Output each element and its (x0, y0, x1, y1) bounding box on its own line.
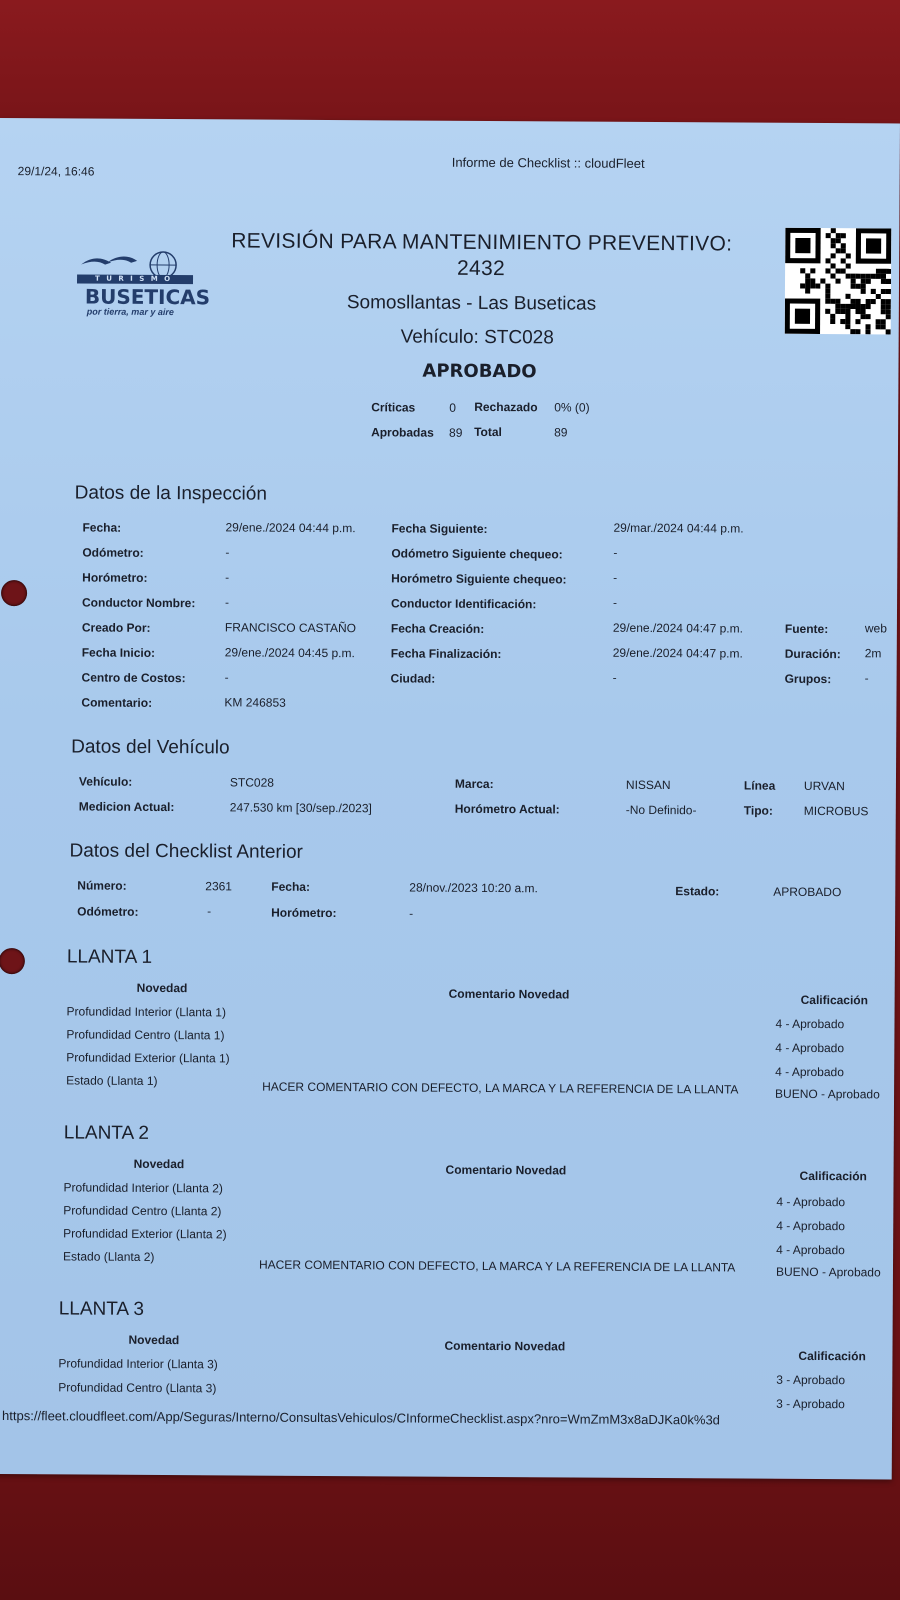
label-tipo: Tipo: (743, 803, 773, 818)
label-duracion: Duración: (784, 646, 841, 662)
llanta-1-row-4-comentario: HACER COMENTARIO CON DEFECTO, LA MARCA Y LA REFERENCIA DE LA LLANTA (262, 1079, 739, 1097)
value-fuente: web (864, 621, 887, 636)
label-horometro-siguiente: Horómetro Siguiente chequeo: (391, 571, 567, 587)
label-horometro: Horómetro: (82, 570, 148, 585)
label-numero: Número: (77, 878, 127, 893)
llanta-2-row-3-calificacion: 4 - Aprobado (776, 1242, 845, 1258)
llanta-1-row-4-calificacion: BUENO - Aprobado (775, 1086, 880, 1102)
value-fecha-anterior: 28/nov./2023 10:20 a.m. (409, 880, 538, 896)
value-estado: APROBADO (773, 884, 842, 900)
label-horometro-anterior: Horómetro: (271, 905, 337, 921)
logo-tagline: por tierra, mar y aire (86, 306, 174, 318)
value-fecha-inicio: 29/ene./2024 04:45 p.m. (224, 645, 355, 661)
summary-criticas-label: Críticas (371, 400, 416, 415)
llanta-3-col-calificacion: Calificación (798, 1348, 866, 1364)
label-grupos: Grupos: (784, 671, 832, 687)
label-medicion-actual: Medicion Actual: (78, 799, 175, 815)
llanta-2-col-novedad: Novedad (133, 1156, 185, 1172)
llanta-3-col-novedad: Novedad (128, 1332, 180, 1348)
value-ciudad: - (612, 670, 617, 685)
value-numero: 2361 (205, 879, 233, 894)
value-grupos: - (864, 671, 869, 686)
report-number: 2432 (457, 256, 506, 281)
llanta-2-row-2-calificacion: 4 - Aprobado (776, 1218, 846, 1234)
label-fuente: Fuente: (784, 621, 829, 637)
value-medicion-actual: 247.530 km [30/sep./2023] (229, 800, 372, 816)
summary-rechazado-value: 0% (0) (554, 400, 590, 415)
qr-code (785, 228, 892, 335)
label-centro-costos: Centro de Costos: (81, 670, 186, 686)
value-fecha-siguiente: 29/mar./2024 04:44 p.m. (613, 520, 744, 536)
approval-status: APROBADO (422, 360, 537, 383)
llanta-1-row-3-novedad: Profundidad Exterior (Llanta 1) (66, 1050, 230, 1066)
summary-total-value: 89 (554, 425, 568, 440)
printed-page (0, 118, 900, 1479)
label-odometro: Odómetro: (82, 545, 144, 560)
llanta-1-col-calificacion: Calificación (800, 992, 869, 1008)
value-marca: NISSAN (625, 777, 671, 793)
llanta-3-row-2-novedad: Profundidad Centro (Llanta 3) (58, 1380, 217, 1396)
company-name: Somosllantas - Las Buseticas (346, 292, 597, 315)
llanta-1-row-2-calificacion: 4 - Aprobado (775, 1040, 845, 1056)
llanta-2-row-1-novedad: Profundidad Interior (Llanta 2) (63, 1180, 223, 1196)
value-fecha: 29/ene./2024 04:44 p.m. (225, 520, 356, 536)
llanta-1-row-2-novedad: Profundidad Centro (Llanta 1) (66, 1027, 225, 1043)
llanta-2-heading: LLANTA 2 (63, 1122, 150, 1144)
llanta-2-row-4-novedad: Estado (Llanta 2) (63, 1249, 155, 1264)
llanta-2-col-comentario: Comentario Novedad (445, 1162, 567, 1178)
summary-total-label: Total (474, 424, 502, 440)
label-fecha-inicio: Fecha Inicio: (81, 645, 156, 660)
label-creado-por: Creado Por: (81, 620, 151, 635)
section-vehiculo-heading: Datos del Vehículo (71, 736, 230, 759)
llanta-3-col-comentario: Comentario Novedad (444, 1338, 566, 1354)
label-fecha-finalizacion: Fecha Finalización: (390, 646, 502, 662)
summary-rechazado-label: Rechazado (474, 399, 538, 415)
label-conductor-id: Conductor Identificación: (390, 596, 537, 612)
llanta-1-row-4-novedad: Estado (Llanta 1) (66, 1073, 158, 1088)
label-estado: Estado: (675, 884, 720, 899)
value-fecha-finalizacion: 29/ene./2024 04:47 p.m. (612, 645, 743, 661)
report-title: REVISIÓN PARA MANTENIMIENTO PREVENTIVO: (231, 229, 733, 256)
label-linea: Línea (743, 778, 776, 793)
llanta-1-col-comentario: Comentario Novedad (448, 986, 570, 1002)
value-odometro-siguiente: - (613, 545, 618, 560)
label-conductor-nombre: Conductor Nombre: (81, 595, 196, 611)
llanta-3-row-1-calificacion: 3 - Aprobado (776, 1372, 846, 1388)
llanta-2-row-2-novedad: Profundidad Centro (Llanta 2) (63, 1203, 222, 1219)
label-comentario: Comentario: (81, 695, 153, 710)
value-linea: URVAN (803, 778, 845, 794)
summary-aprobadas-value: 89 (449, 425, 463, 440)
print-timestamp: 29/1/24, 16:46 (17, 164, 95, 179)
llanta-2-row-3-novedad: Profundidad Exterior (Llanta 2) (63, 1226, 227, 1242)
section-inspeccion-heading: Datos de la Inspección (74, 482, 268, 505)
label-fecha: Fecha: (82, 520, 122, 535)
summary-aprobadas-label: Aprobadas (371, 425, 434, 440)
value-creado-por: FRANCISCO CASTAÑO (224, 620, 357, 636)
punch-hole-top (1, 580, 27, 606)
summary-criticas-value: 0 (449, 400, 456, 415)
value-fecha-creacion: 29/ene./2024 04:47 p.m. (612, 620, 744, 636)
llanta-1-row-1-novedad: Profundidad Interior (Llanta 1) (66, 1004, 227, 1020)
llanta-3-row-1-novedad: Profundidad Interior (Llanta 3) (58, 1356, 218, 1372)
value-duracion: 2m (864, 646, 882, 661)
value-horometro-siguiente: - (613, 570, 618, 585)
value-horometro-actual: -No Definido- (625, 802, 697, 818)
section-anterior-heading: Datos del Checklist Anterior (69, 840, 303, 863)
llanta-1-col-novedad: Novedad (136, 980, 188, 996)
logo-brand: BUSETICAS (84, 284, 211, 310)
value-conductor-nombre: - (225, 595, 230, 610)
label-vehiculo: Vehículo: (78, 774, 133, 789)
value-odometro-anterior: - (207, 904, 212, 919)
llanta-1-row-1-calificacion: 4 - Aprobado (775, 1016, 845, 1032)
llanta-2-row-1-calificacion: 4 - Aprobado (776, 1194, 846, 1210)
label-odometro-anterior: Odómetro: (77, 904, 139, 919)
label-fecha-creacion: Fecha Creación: (390, 621, 485, 636)
vehicle-heading: Vehículo: STC028 (400, 326, 554, 349)
value-horometro: - (225, 570, 230, 585)
value-centro-costos: - (224, 670, 229, 685)
value-vehiculo: STC028 (229, 775, 275, 790)
label-ciudad: Ciudad: (390, 671, 436, 686)
value-tipo: MICROBUS (803, 803, 869, 819)
llanta-3-row-2-calificacion: 3 - Aprobado (776, 1396, 845, 1412)
llanta-1-row-3-calificacion: 4 - Aprobado (775, 1064, 844, 1080)
label-odometro-siguiente: Odómetro Siguiente chequeo: (391, 546, 563, 562)
logo-top-word: T U R I S M O (94, 274, 173, 284)
footer-url: https://fleet.cloudfleet.com/App/Seguras/Interno/ConsultasVehiculos/CInformeChecklist.aspx?nro=WmZmM3x8aDJKa0k%3d (2, 1408, 720, 1428)
label-marca: Marca: (454, 776, 494, 792)
label-horometro-actual: Horómetro Actual: (454, 801, 560, 817)
label-fecha-anterior: Fecha: (271, 879, 311, 894)
value-conductor-id: - (613, 595, 618, 610)
llanta-2-col-calificacion: Calificación (799, 1168, 867, 1184)
punch-hole-bottom (0, 948, 25, 974)
llanta-2-row-4-comentario: HACER COMENTARIO CON DEFECTO, LA MARCA Y LA REFERENCIA DE LA LLANTA (258, 1257, 736, 1275)
llanta-2-row-4-calificacion: BUENO - Aprobado (775, 1264, 881, 1280)
print-page-title: Informe de Checklist :: cloudFleet (451, 154, 645, 171)
company-logo (77, 248, 211, 319)
llanta-3-heading: LLANTA 3 (58, 1298, 144, 1320)
value-horometro-anterior: - (409, 906, 414, 921)
value-comentario: KM 246853 (224, 695, 286, 710)
label-fecha-siguiente: Fecha Siguiente: (391, 521, 488, 536)
value-odometro: - (225, 545, 230, 560)
llanta-1-heading: LLANTA 1 (66, 946, 153, 968)
